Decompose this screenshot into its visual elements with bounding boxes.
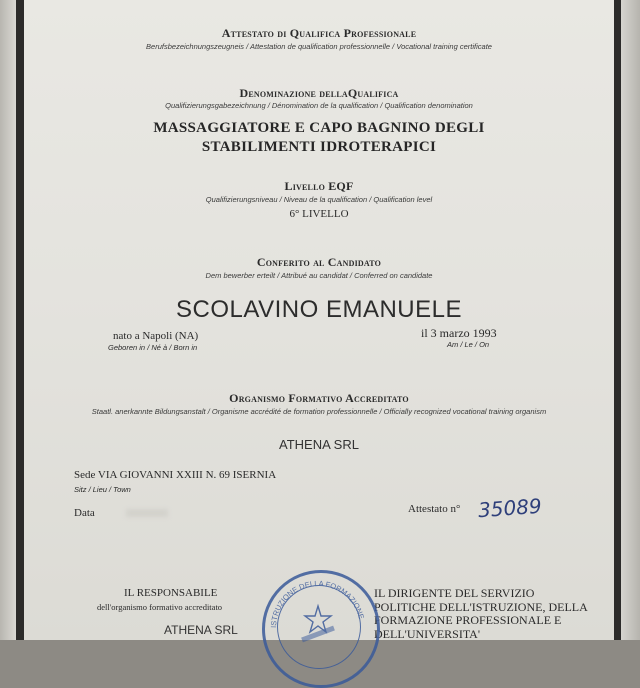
candidate-name: SCOLAVINO EMANUELE (176, 296, 462, 323)
certificate-border-right (614, 0, 621, 640)
eqf-level: 6° LIVELLO (289, 208, 349, 220)
date-label: Data (74, 507, 95, 519)
official-stamp (262, 570, 380, 688)
organism-heading: Organismo Formativo Accreditato (229, 391, 409, 405)
qualification-name-line1: MASSAGGIATORE E CAPO BAGNINO DEGLI (153, 120, 485, 136)
signature-left-subtitle: dell'organismo formativo accreditato (97, 602, 223, 612)
date-value-blurred (126, 509, 168, 517)
signature-left-name: ATHENA SRL (164, 623, 238, 637)
certificate-number: 35089 (477, 493, 543, 523)
signature-right-line1: IL DIRIGENTE DEL SERVIZIO (374, 586, 535, 600)
paper-edge-left (0, 0, 16, 640)
signature-right-line2: POLITICHE DELL'ISTRUZIONE, DELLA (374, 599, 588, 614)
qualification-translations: Qualifizierungsgabezeichnung / Dénomination de la qualification / Qualification denomination (165, 101, 473, 110)
organism-translations: Staatl. anerkannte Bildungsanstalt / Organisme accrédité de formation professionnelle / Officially recognized vocational training organism (91, 407, 547, 416)
svg-text:ISTRUZIONE DELLA FORMAZIONE (269, 579, 366, 628)
certificate-border-left (16, 0, 24, 640)
candidate-heading: Conferito al Candidato (256, 255, 382, 269)
birthplace-translations: Geboren in / Né à / Born in (108, 343, 198, 352)
signature-left-title: IL RESPONSABILE (124, 587, 218, 599)
organism-name: ATHENA SRL (279, 437, 359, 452)
stamp-emblem-icon (262, 570, 374, 682)
signature-right-line4: DELL'UNIVERSITA' (374, 626, 481, 641)
eqf-heading: Livello EQF (284, 179, 354, 193)
birthplace: nato a Napoli (NA) (113, 330, 199, 342)
stamp-text: ISTRUZIONE DELLA FORMAZIONE (268, 578, 366, 629)
organism-seat-translations: Sitz / Lieu / Town (74, 485, 131, 494)
signature-right-title (374, 587, 588, 641)
paper-edge-right (620, 0, 640, 640)
eqf-translations: Qualifizierungsniveau / Niveau de la qualification / Qualification level (205, 195, 433, 204)
candidate-translations: Dem bewerber erteilt / Attribué au candidat / Conferred on candidate (205, 271, 433, 280)
certificate-title-translations: Berufsbezeichnungszeugneis / Attestation de qualification professionnelle / Vocational training certificate (146, 42, 492, 51)
birthdate: il 3 marzo 1993 (421, 326, 497, 340)
organism-seat: Sede VIA GIOVANNI XXIII N. 69 ISERNIA (74, 469, 277, 481)
qualification-name-line2: STABILIMENTI IDROTERAPICI (201, 139, 437, 155)
qualification-heading: Denominazione dellaQualifica (239, 86, 399, 100)
certificate-title: Attestato di Qualifica Professionale (221, 26, 417, 40)
signature-right-line3: FORMAZIONE PROFESSIONALE E (374, 613, 562, 627)
certificate-number-label: Attestato n° (408, 503, 461, 515)
birthdate-translations: Am / Le / On (447, 340, 490, 349)
